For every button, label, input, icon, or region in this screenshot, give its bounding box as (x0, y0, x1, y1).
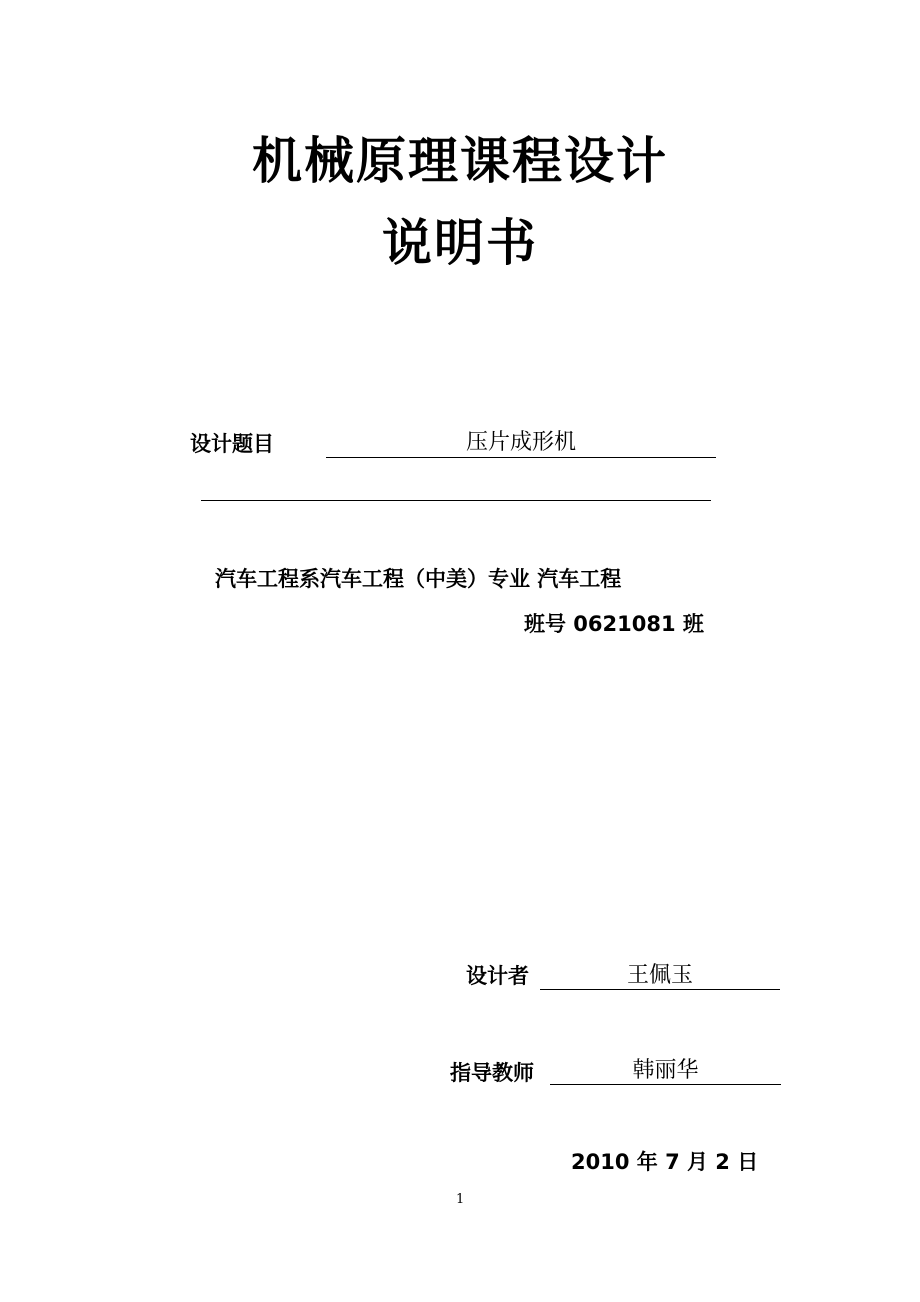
date-text: 2010 年 7 月 2 日 (571, 1150, 759, 1174)
page-number: 1 (456, 1192, 465, 1207)
document-title: 机械原理课程设计 (252, 131, 668, 190)
designer-label: 设计者 (466, 964, 529, 988)
topic-value-field: 压片成形机 (326, 432, 716, 458)
designer-value-field: 王佩玉 (540, 965, 780, 990)
document-subtitle: 说明书 (382, 213, 538, 272)
class-number-line: 班号 0621081 班 (524, 612, 704, 636)
topic-continuation-line (201, 500, 711, 501)
department-line: 汽车工程系汽车工程（中美）专业 汽车工程 (215, 567, 622, 591)
advisor-label: 指导教师 (450, 1061, 534, 1085)
advisor-value-field: 韩丽华 (550, 1060, 781, 1085)
topic-label: 设计题目 (190, 432, 274, 456)
